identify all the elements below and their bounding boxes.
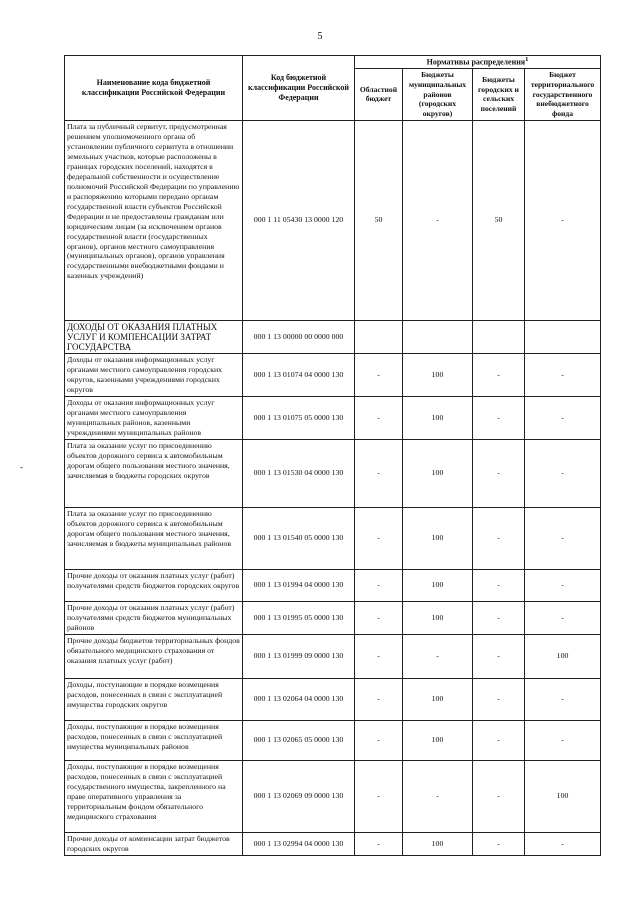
row-settlements: - (473, 354, 525, 397)
header-code: Код бюджетной классификации Российской Федерации (243, 56, 355, 121)
row-fund: - (525, 678, 601, 720)
table-row (65, 507, 601, 569)
table-row (65, 720, 601, 760)
row-code: 000 1 13 01530 04 0000 130 (243, 439, 355, 507)
row-municipal: - (403, 760, 473, 832)
row-fund: - (525, 507, 601, 569)
row-code: 000 1 13 01074 04 0000 130 (243, 354, 355, 397)
row-regional: - (355, 507, 403, 569)
header-group: Нормативы распределения$^1$ (355, 56, 601, 69)
row-name: Плата за оказание услуг по присоединению объектов дорожного сервиса к автомобильным дорогам общего пользования местного значения, зачисляемая в бюджеты муниципальных районов (65, 507, 243, 569)
row-code: 000 1 13 01994 04 0000 130 (243, 569, 355, 601)
margin-mark: - (20, 462, 23, 472)
row-regional: - (355, 678, 403, 720)
page-number: 5 (317, 31, 323, 42)
table-row (65, 397, 601, 440)
row-municipal (403, 320, 473, 353)
row-regional: 50 (355, 120, 403, 320)
row-name: Доходы, поступающие в порядке возмещения расходов, понесенных в связи с эксплуатацией государственного имущества, закрепленного на праве оперативного управления за территориальным фондом обязательного медицинского страхования (65, 760, 243, 832)
row-fund (525, 320, 601, 353)
row-municipal: 100 (403, 678, 473, 720)
row-fund: - (525, 569, 601, 601)
row-municipal: 100 (403, 832, 473, 855)
row-settlements: 50 (473, 120, 525, 320)
row-settlements: - (473, 397, 525, 440)
row-code: 000 1 11 05430 13 0000 120 (243, 120, 355, 320)
row-regional: - (355, 354, 403, 397)
table-row (65, 569, 601, 601)
row-fund: - (525, 354, 601, 397)
row-name: Прочие доходы от компенсации затрат бюджетов городских округов (65, 832, 243, 855)
row-name: Плата за публичный сервитут, предусмотренная решением уполномоченного органа об установлении публичного сервитута в отношении земельных участков, которые расположены в границах городских поселений, находятся в федеральной собственности и осуществление полномочий Российской Федерации по управлению и распоряжению которыми передано органам государственной власти субъектов Российской Федерации и не предоставлены гражданам или юридическим лицам (за исключением органов государственной власти (государственных органов), органов местного самоуправления (муниципальных органов), органов управления государственными внебюджетными фондами и казенных учреждений) (65, 120, 243, 320)
row-settlements (473, 320, 525, 353)
row-code: 000 1 13 02065 05 0000 130 (243, 720, 355, 760)
row-regional (355, 320, 403, 353)
revenue-distribution-table (64, 55, 601, 856)
row-municipal: - (403, 120, 473, 320)
row-regional: - (355, 720, 403, 760)
row-regional: - (355, 397, 403, 440)
row-code: 000 1 13 01999 09 0000 130 (243, 634, 355, 678)
row-settlements: - (473, 760, 525, 832)
row-name: Доходы от оказания информационных услуг органами местного самоуправления городских округов, казенными учреждениями городских округов (65, 354, 243, 397)
row-municipal: 100 (403, 720, 473, 760)
table-row (65, 760, 601, 832)
row-fund: 100 (525, 634, 601, 678)
header-municipal: Бюджеты муниципальных районов (городских округов) (403, 68, 473, 120)
row-code: 000 1 13 02069 09 0000 130 (243, 760, 355, 832)
row-name: Прочие доходы от оказания платных услуг (работ) получателями средств бюджетов муниципальных районов (65, 601, 243, 634)
row-municipal: 100 (403, 439, 473, 507)
row-fund: - (525, 601, 601, 634)
row-settlements: - (473, 439, 525, 507)
row-name: Доходы, поступающие в порядке возмещения расходов, понесенных в связи с эксплуатацией имущества городских округов (65, 678, 243, 720)
row-regional: - (355, 760, 403, 832)
header-settlements: Бюджеты городских и сельских поселений (473, 68, 525, 120)
row-regional: - (355, 601, 403, 634)
table-row (65, 320, 601, 353)
table-row (65, 634, 601, 678)
row-regional: - (355, 569, 403, 601)
row-code: 000 1 13 01995 05 0000 130 (243, 601, 355, 634)
row-settlements: - (473, 678, 525, 720)
row-code: 000 1 13 02994 04 0000 130 (243, 832, 355, 855)
row-code: 000 1 13 01075 05 0000 130 (243, 397, 355, 440)
footnote-mark: 1 (525, 56, 529, 63)
row-municipal: 100 (403, 569, 473, 601)
table-row (65, 354, 601, 397)
row-municipal: 100 (403, 354, 473, 397)
header-regional: Областной бюджет (355, 68, 403, 120)
row-name: Прочие доходы бюджетов территориальных фондов обязательного медицинского страхования от оказания платных услуг (работ) (65, 634, 243, 678)
header-name: Наименование кода бюджетной классификации Российской Федерации (65, 56, 243, 121)
row-fund: - (525, 397, 601, 440)
row-name: Плата за оказание услуг по присоединению объектов дорожного сервиса к автомобильным дорогам общего пользования местного значения, зачисляемая в бюджеты городских округов (65, 439, 243, 507)
row-municipal: 100 (403, 397, 473, 440)
row-municipal: 100 (403, 507, 473, 569)
row-settlements: - (473, 634, 525, 678)
row-fund: - (525, 439, 601, 507)
table-row (65, 678, 601, 720)
row-regional: - (355, 832, 403, 855)
row-fund: 100 (525, 760, 601, 832)
table-row (65, 120, 601, 320)
table-row (65, 832, 601, 855)
table-row (65, 601, 601, 634)
row-code: 000 1 13 02064 04 0000 130 (243, 678, 355, 720)
row-fund: - (525, 720, 601, 760)
row-municipal: - (403, 634, 473, 678)
row-code: 000 1 13 00000 00 0000 000 (243, 320, 355, 353)
row-name: ДОХОДЫ ОТ ОКАЗАНИЯ ПЛАТНЫХ УСЛУГ И КОМПЕНСАЦИИ ЗАТРАТ ГОСУДАРСТВА (65, 320, 243, 353)
row-code: 000 1 13 01540 05 0000 130 (243, 507, 355, 569)
row-settlements: - (473, 507, 525, 569)
row-regional: - (355, 439, 403, 507)
row-municipal: 100 (403, 601, 473, 634)
row-name: Доходы, поступающие в порядке возмещения расходов, понесенных в связи с эксплуатацией имущества муниципальных районов (65, 720, 243, 760)
row-name: Доходы от оказания информационных услуг органами местного самоуправления муниципальных районов, казенными учреждениями муниципальных районов (65, 397, 243, 440)
row-settlements: - (473, 601, 525, 634)
row-settlements: - (473, 569, 525, 601)
row-name: Прочие доходы от оказания платных услуг (работ) получателями средств бюджетов городских округов (65, 569, 243, 601)
row-regional: - (355, 634, 403, 678)
row-settlements: - (473, 832, 525, 855)
table-row (65, 439, 601, 507)
row-settlements: - (473, 720, 525, 760)
row-fund: - (525, 832, 601, 855)
header-fund: Бюджет территориального государственного внебюджетного фонда (525, 68, 601, 120)
row-fund: - (525, 120, 601, 320)
